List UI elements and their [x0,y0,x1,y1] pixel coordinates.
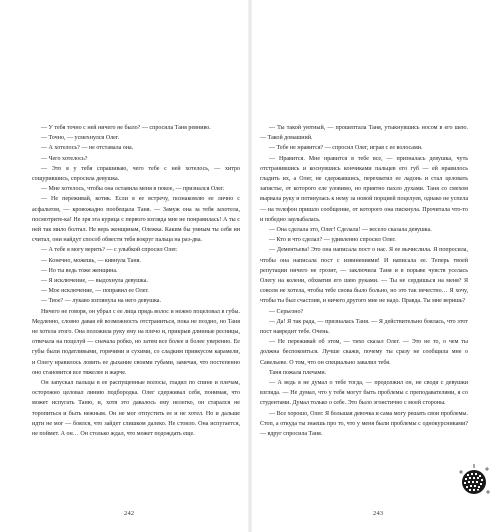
paragraph: — Мое исключение, — поправил ее Олег. [41,288,149,295]
paragraph: — Она сделала это, Олег! Сделала! — весело сказала девушка. [269,227,432,234]
page-number-left: 242 [124,510,135,517]
paragraph: — Мне хотелось, чтобы она оставила меня в покое, — признался Олег. [41,186,225,193]
right-page-text [260,123,468,505]
right-page [252,0,500,532]
paragraph: — А хотелось? — не отставала она. [41,145,134,152]
paragraph: Он запускал пальцы в ее распущенные волосы, гладил по спине и плечам, осторожно целовал линию подбородка. Олег сдерживал себя, понимая, что может испугать Таню, и, хотя это давалось ему нелегко, он старался не торопиться и быть нежным. Он не мог отпустить ее и не хотел. Но и дальше идти не мог — боялся, что зайдет слишком далеко. Не стоило. Она испугается, не поймет. А он… Он столько ждал, что может подождать еще. [32,380,240,438]
paragraph: — Все хорошо, Олег. Я большая девочка и сама могу решать свои проблемы. Стоп, а откуда ты знаешь про то, что у меня были проблемы с однокурсниками? — вдруг спросила Таня. [260,410,468,438]
disco-ball-icon [457,464,491,498]
paragraph: — Но ты ведь тоже женщина. [41,267,118,274]
page-number-right: 243 [373,510,384,517]
paragraph: — Твое? — лукаво взглянула на него девушка. [41,298,161,305]
paragraph: — У тебя точно с ней ничего не было? — спросила Таня ревниво. [41,125,211,131]
paragraph: — Не переживай об этом, — тихо сказал Олег. — Это не то, о чем ты должна беспокоиться. Лучше скажи, почему ты сразу не сообщила мне о Савельеве. О том, что он специально завалил тебя. [260,339,468,366]
paragraph: — Точно, — усмехнулся Олег. [41,135,120,142]
paragraph: — Конечно, можешь, — кивнула Таня. [41,257,141,264]
paragraph: — Серьезно? [269,308,304,315]
left-page [0,0,248,532]
paragraph: Ничего не говоря, он убрал с ее лица прядь волос и нежно поцеловал в губы. Медленно, словно давая ей возможность отстраниться, пока не поздно, но Таня не хотела этого. Она положила руку ему на плечо и, прикрыв длинные ресницы, отвечала на поцелуй — сначала робко, но затем все более и более уверенно. Ее губы были податливыми, горячими и сухими, со сладким привкусом карамели, и Олегу нравилось ловить ее дыхание своими губами, замечая, что постепенно оно становится все тяжелее и жарче. [32,308,240,376]
paragraph: — Да! Я так рада, — призналась Таня. — Я действительно боялась, что этот пост навредит тебе. Очень. [260,318,468,336]
left-page-text [32,123,240,505]
paragraph: — Это я у тебя спрашиваю, чего тебе с ней хотелось, — хитро сощурившись, спросила девушка. [32,165,240,183]
paragraph: — Дементьева! Это она написала пост о нас. Я ее вычислила. Я попросила, чтобы она написала пост с извинениями! И написала ее. Теперь твоей репутации ничего не грозит, — заключила Таня и в порыве чувств уселась Олегу на колени, обхватив его шею руками. — Ты не сердишься на меня? Я совсем не хотела, чтобы тебе снова было больно, но это так нечестно… Я хочу, чтобы ты был счастлив, и ничего другого мне не надо. Правда. Ты мне веришь? [260,247,468,305]
paragraph: Таня пожала плечами. [269,369,327,376]
paragraph: — Кто и что сделал? — удивленно спросил Олег. [269,237,396,244]
paragraph: — А тебе я могу верить? — с улыбкой спросил Олег. [41,247,178,254]
paragraph: — Не переживай, котик. Если я ее встречу, познакомлю ее лично с асфальтом, — кровожадно пообещала Таня. — Замуж она за тебя захотела, посмотрите-ка! Не зря эта курица с первого взгляда мне не понравилась! А ты с ней так мило болтал. Не верь женщинам, Олежка. Каким бы умным ты себя ни считал, они найдут способ обвести тебя вокруг пальца на раз-два. [32,196,240,244]
paragraph: — Ты такой уютный, — прошептала Таня, утыкнувшись носом в его шею. — Такой домашний. [260,125,468,142]
paragraph: — Чего хотелось? [41,155,88,162]
paragraph: — Тебе не нравится? — спросил Олег, играя с ее волосами. [269,145,423,152]
paragraph: — А ведь я не думал о тебе тогда, — продолжил он, не сводя с девушки взгляда. — Не думал, что у тебя могут быть проблемы с преподавателями, я со студентами. Думал только о себе. Это было эгоистично с моей стороны. [260,380,468,407]
paragraph: — Нравится. Мне нравится в тебе все, — призналась девушка, чуть отстранившись и коснувшись кончиками пальцев его губ — ей нравилось гладить их, а Олег, не сдержавшись, перехватил ее ладонь и стал целовать запястье, от которого еле уловимо, но приятно пахло духами. Таня со смехом вырвала руку и потянулась к нему за новой порцией поцелуев, однако не успела — на телефон пришло сообщение, от которого она пискнула. Прочитала что-то и победно заулыбалась. [260,155,468,223]
paragraph: — Я исключение, — выдохнула девушка. [41,278,148,285]
